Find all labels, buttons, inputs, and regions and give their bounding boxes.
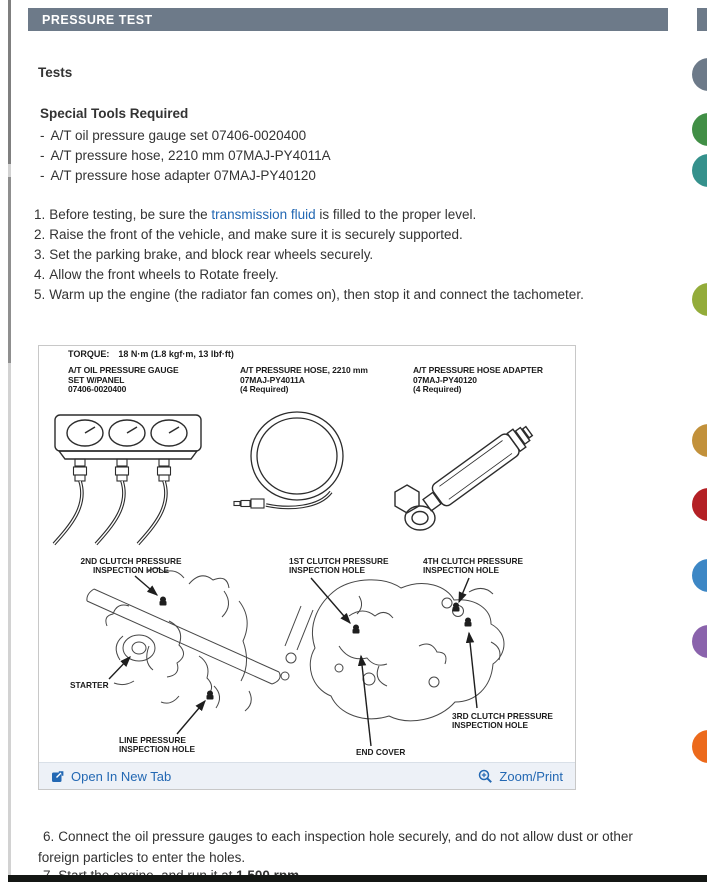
bottom-bar bbox=[8, 875, 707, 882]
step-text: Warm up the engine (the radiator fan comes on), then stop it and connect the tachometer. bbox=[49, 287, 584, 302]
figure-diagram bbox=[39, 346, 575, 762]
label-line: 07MAJ-PY4011A bbox=[240, 374, 305, 385]
callout-4th-clutch bbox=[423, 557, 523, 576]
zoom-plus-icon bbox=[478, 769, 493, 784]
avatar-circle[interactable] bbox=[692, 625, 707, 658]
list-item bbox=[40, 166, 331, 186]
label-line: SET W/PANEL bbox=[68, 374, 125, 385]
torque-spec bbox=[68, 349, 234, 359]
label-line: 07MAJ-PY40120 bbox=[413, 374, 477, 385]
scrollbar-thumb[interactable] bbox=[8, 0, 11, 164]
tool-item: A/T pressure hose adapter 07MAJ-PY40120 bbox=[50, 168, 316, 183]
callout-line: INSPECTION HOLE bbox=[289, 565, 366, 576]
callout-line: INSPECTION HOLE bbox=[452, 720, 529, 731]
torque-label: TORQUE: bbox=[68, 349, 110, 359]
step-5 bbox=[34, 285, 694, 305]
list-item bbox=[40, 146, 331, 166]
step-number: 3. bbox=[34, 247, 46, 262]
diagram-line-art bbox=[39, 346, 575, 762]
special-tools-list bbox=[40, 126, 331, 186]
label-line: (4 Required) bbox=[240, 384, 289, 394]
open-in-new-tab-link[interactable] bbox=[51, 769, 171, 784]
step-2 bbox=[34, 225, 694, 245]
callout-line: STARTER bbox=[70, 680, 109, 690]
callout-1st-clutch bbox=[289, 557, 389, 576]
zoom-print-label: Zoom/Print bbox=[499, 768, 563, 784]
callout-line: INSPECTION HOLE bbox=[92, 565, 170, 576]
section-header-bar bbox=[28, 8, 668, 31]
avatar-circle[interactable] bbox=[692, 283, 707, 316]
special-tools-heading: Special Tools Required bbox=[40, 106, 189, 121]
label-line: A/T PRESSURE HOSE, 2210 mm bbox=[240, 365, 368, 375]
avatar-circle[interactable] bbox=[692, 113, 707, 146]
label-line: (4 Required) bbox=[413, 384, 462, 394]
step-number: 1. bbox=[34, 207, 46, 222]
step-number: 4. bbox=[34, 267, 46, 282]
bullet: - bbox=[40, 148, 45, 163]
step-number: 6. bbox=[43, 829, 55, 844]
label-line: A/T PRESSURE HOSE ADAPTER bbox=[413, 365, 543, 375]
callout-end-cover bbox=[356, 748, 405, 757]
procedure-steps bbox=[34, 205, 694, 305]
callout-line: 3RD CLUTCH PRESSURE bbox=[452, 711, 553, 721]
tests-heading: Tests bbox=[38, 65, 73, 80]
label-gauge-set bbox=[68, 366, 179, 395]
callout-2nd-clutch bbox=[75, 557, 187, 576]
list-item bbox=[40, 126, 331, 146]
step-number: 5. bbox=[34, 287, 46, 302]
step-text: Set the parking brake, and block rear wheels securely. bbox=[49, 247, 374, 262]
step-text: Connect the oil pressure gauges to each inspection hole securely, and do not allow dust or other foreign particles to enter the holes. bbox=[38, 829, 633, 865]
bullet: - bbox=[40, 168, 45, 183]
callout-line: 4TH CLUTCH PRESSURE bbox=[423, 556, 524, 566]
avatar-circle[interactable] bbox=[692, 730, 707, 763]
step-6 bbox=[38, 827, 668, 868]
avatar-circle[interactable] bbox=[692, 154, 707, 187]
step-text: Raise the front of the vehicle, and make sure it is securely supported. bbox=[49, 227, 463, 242]
callout-line: 1ST CLUTCH PRESSURE bbox=[289, 556, 389, 566]
adjacent-header-fragment bbox=[697, 8, 707, 31]
callout-line: LINE PRESSURE bbox=[119, 735, 186, 745]
callout-line: 2ND CLUTCH PRESSURE bbox=[80, 556, 182, 566]
tool-item: A/T pressure hose, 2210 mm 07MAJ-PY4011A bbox=[50, 148, 331, 163]
label-line: A/T OIL PRESSURE GAUGE bbox=[68, 365, 179, 375]
avatar-circle[interactable] bbox=[692, 58, 707, 91]
page-title: PRESSURE TEST bbox=[42, 12, 153, 27]
step-text: Before testing, be sure the bbox=[49, 207, 212, 222]
step-4 bbox=[34, 265, 694, 285]
avatar-circle[interactable] bbox=[692, 424, 707, 457]
open-in-new-tab-label: Open In New Tab bbox=[71, 768, 172, 784]
torque-value: 18 N·m (1.8 kgf·m, 13 lbf·ft) bbox=[118, 349, 234, 359]
label-pressure-hose bbox=[240, 366, 368, 395]
callout-3rd-clutch bbox=[452, 712, 553, 731]
scrollbar-thumb[interactable] bbox=[8, 177, 11, 363]
figure-toolbar bbox=[39, 762, 575, 789]
step-3 bbox=[34, 245, 694, 265]
open-in-new-tab-icon bbox=[51, 769, 65, 783]
bullet: - bbox=[40, 128, 45, 143]
label-line: 07406-0020400 bbox=[68, 384, 127, 394]
callout-starter bbox=[70, 681, 109, 690]
transmission-fluid-link[interactable]: transmission fluid bbox=[211, 207, 316, 222]
avatar-circle[interactable] bbox=[692, 488, 707, 521]
callout-line: INSPECTION HOLE bbox=[423, 565, 500, 576]
callout-line: INSPECTION HOLE bbox=[119, 744, 196, 755]
callout-line: END COVER bbox=[356, 747, 406, 757]
label-hose-adapter bbox=[413, 366, 543, 395]
avatar-circle[interactable] bbox=[692, 559, 707, 592]
step-text: is filled to the proper level. bbox=[315, 207, 477, 222]
tool-item: A/T oil pressure gauge set 07406-0020400 bbox=[50, 128, 307, 143]
figure-panel bbox=[38, 345, 576, 790]
step-text: Allow the front wheels to Rotate freely. bbox=[49, 267, 279, 282]
callout-line-pressure bbox=[119, 736, 195, 755]
step-number: 2. bbox=[34, 227, 46, 242]
step-1 bbox=[34, 205, 694, 225]
zoom-print-link[interactable] bbox=[478, 769, 563, 784]
